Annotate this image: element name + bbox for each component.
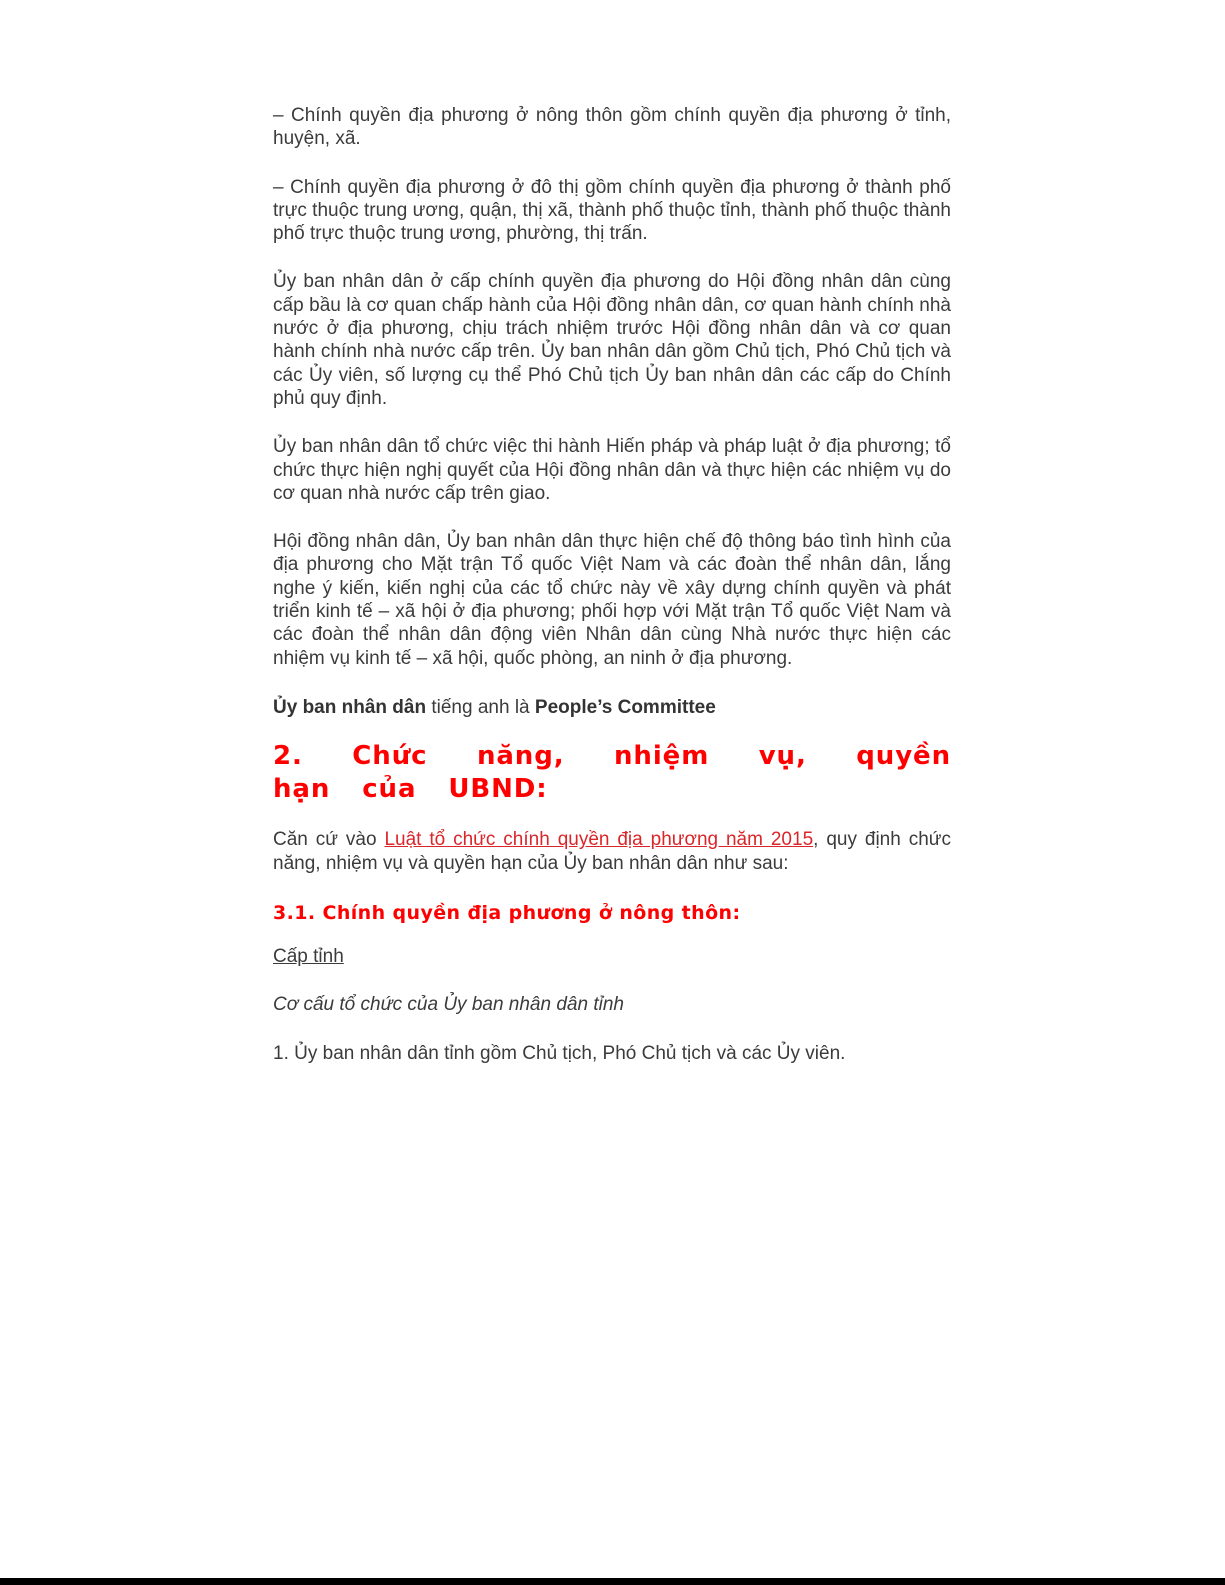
paragraph-committee-duties: Ủy ban nhân dân tổ chức việc thi hành Hiến pháp và pháp luật ở địa phương; tổ chức thực hiện nghị quyết của Hội đồng nhân dân và thực hiện các nhiệm vụ do cơ quan nhà nước cấp trên giao.: [273, 436, 951, 504]
paragraph-committee-definition: Ủy ban nhân dân ở cấp chính quyền địa phương do Hội đồng nhân dân cùng cấp bầu là cơ quan chấp hành của Hội đồng nhân dân, cơ quan hành chính nhà nước ở địa phương, chịu trách nhiệm trước Hội đồng nhân dân và cơ quan hành chính nhà nước cấp trên. Ủy ban nhân dân gồm Chủ tịch, Phó Chủ tịch và các Ủy viên, số lượng cụ thể Phó Chủ tịch Ủy ban nhân dân các cấp do Chính phủ quy định.: [273, 271, 951, 409]
term-middle: tiếng anh là: [426, 696, 535, 718]
translation-bold: People’s Committee: [534, 696, 716, 718]
paragraph-rural-government: – Chính quyền địa phương ở nông thôn gồm chính quyền địa phương ở tỉnh, huyện, xã.: [273, 105, 951, 150]
section-heading-3-1: 3.1. Chính quyền địa phương ở nông thôn:: [273, 901, 741, 924]
section-heading-2: 2. Chức năng, nhiệm vụ, quyền hạn của UBND:: [273, 741, 951, 805]
paragraph-legal-basis: [273, 828, 951, 875]
basis-after: , quy định chức năng, nhiệm vụ và quyền hạn của Ủy ban nhân dân như sau:: [273, 829, 951, 874]
italic-structure-title: Cơ cấu tổ chức của Ủy ban nhân dân tỉnh: [273, 993, 624, 1015]
english-name-line: [273, 696, 951, 719]
list-item: 1. Ủy ban nhân dân tỉnh gồm Chủ tịch, Phó Chủ tịch và các Ủy viên.: [273, 1042, 846, 1064]
document-page: [273, 104, 951, 1065]
paragraph-urban-government: – Chính quyền địa phương ở đô thị gồm chính quyền địa phương ở thành phố trực thuộc trung ương, quận, thị xã, thành phố thuộc tỉnh, thành phố thuộc thành phố trực thuộc trung ương, phường, thị trấn.: [273, 176, 951, 245]
law-link[interactable]: Luật tổ chức chính quyền địa phương năm 2015: [384, 829, 814, 851]
basis-before: Căn cứ vào: [273, 829, 385, 851]
subheading-province-level: Cấp tỉnh: [273, 945, 344, 967]
paragraph-reporting: Hội đồng nhân dân, Ủy ban nhân dân thực hiện chế độ thông báo tình hình của địa phương cho Mặt trận Tổ quốc Việt Nam và các đoàn thể nhân dân, lắng nghe ý kiến, kiến nghị của các tổ chức này về xây dựng chính quyền và phát triển kinh tế – xã hội ở địa phương; phối hợp với Mặt trận Tổ quốc Việt Nam và các đoàn thể nhân dân động viên Nhân dân cùng Nhà nước thực hiện các nhiệm vụ kinh tế – xã hội, quốc phòng, an ninh ở địa phương.: [273, 531, 951, 669]
page-bottom-border: [0, 1578, 1225, 1585]
term-bold: Ủy ban nhân dân: [273, 696, 427, 718]
